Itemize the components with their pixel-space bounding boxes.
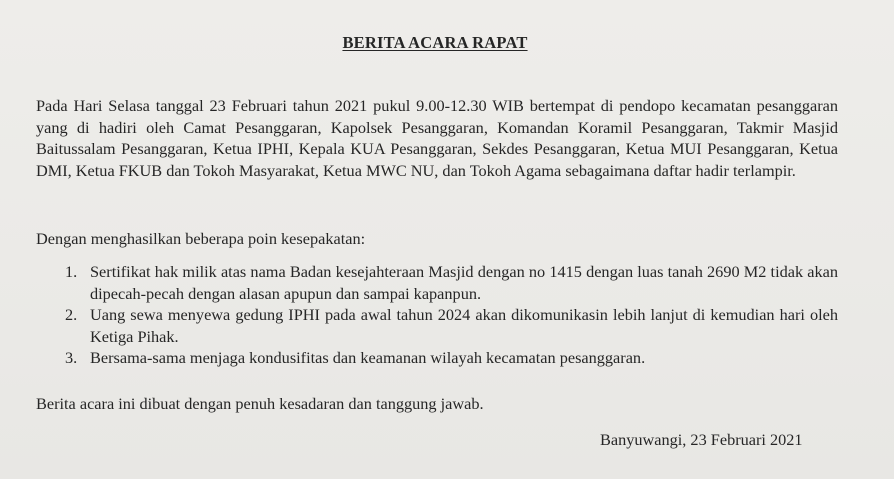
list-item-number: 2. (65, 305, 78, 324)
list-item-text: Bersama-sama menjaga kondusifitas dan keamanan wilayah kecamatan pesanggaran. (90, 348, 646, 367)
list-item (36, 304, 838, 347)
agreement-intro: Dengan menghasilkan beberapa poin kesepakatan: (36, 229, 366, 248)
list-item-number: 3. (65, 348, 78, 367)
place-and-date: Banyuwangi, 23 Februari 2021 (600, 430, 803, 449)
list-item (36, 261, 838, 304)
list-item (36, 347, 838, 369)
list-item-number: 1. (65, 262, 78, 281)
agreement-list (36, 261, 838, 369)
document-title: BERITA ACARA RAPAT (342, 33, 528, 52)
opening-paragraph: Pada Hari Selasa tanggal 23 Februari tahun 2021 pukul 9.00-12.30 WIB bertempat di pendopo kecamatan pesanggaran yang di hadiri oleh Camat Pesanggaran, Kapolsek Pesanggaran, Komandan Koramil Pesanggaran, Takmir Masjid Baitussalam Pesanggaran, Ketua IPHI, Kepala KUA Pesanggaran, Sekdes Pesanggaran, Ketua MUI Pesanggaran, Ketua DMI, Ketua FKUB dan Tokoh Masyarakat, Ketua MWC NU, dan Tokoh Agama sebagaimana daftar hadir terlampir. (36, 96, 838, 180)
list-item-text: Sertifikat hak milik atas nama Badan kesejahteraan Masjid dengan no 1415 dengan luas tanah 2690 M2 tidak akan dipecah-pecah dengan alasan apupun dan sampai kapanpun. (90, 262, 838, 303)
closing-statement: Berita acara ini dibuat dengan penuh kesadaran dan tanggung jawab. (36, 394, 484, 413)
list-item-text: Uang sewa menyewa gedung IPHI pada awal tahun 2024 akan dikomunikasin lebih lanjut di kemudian hari oleh Ketiga Pihak. (90, 305, 838, 346)
